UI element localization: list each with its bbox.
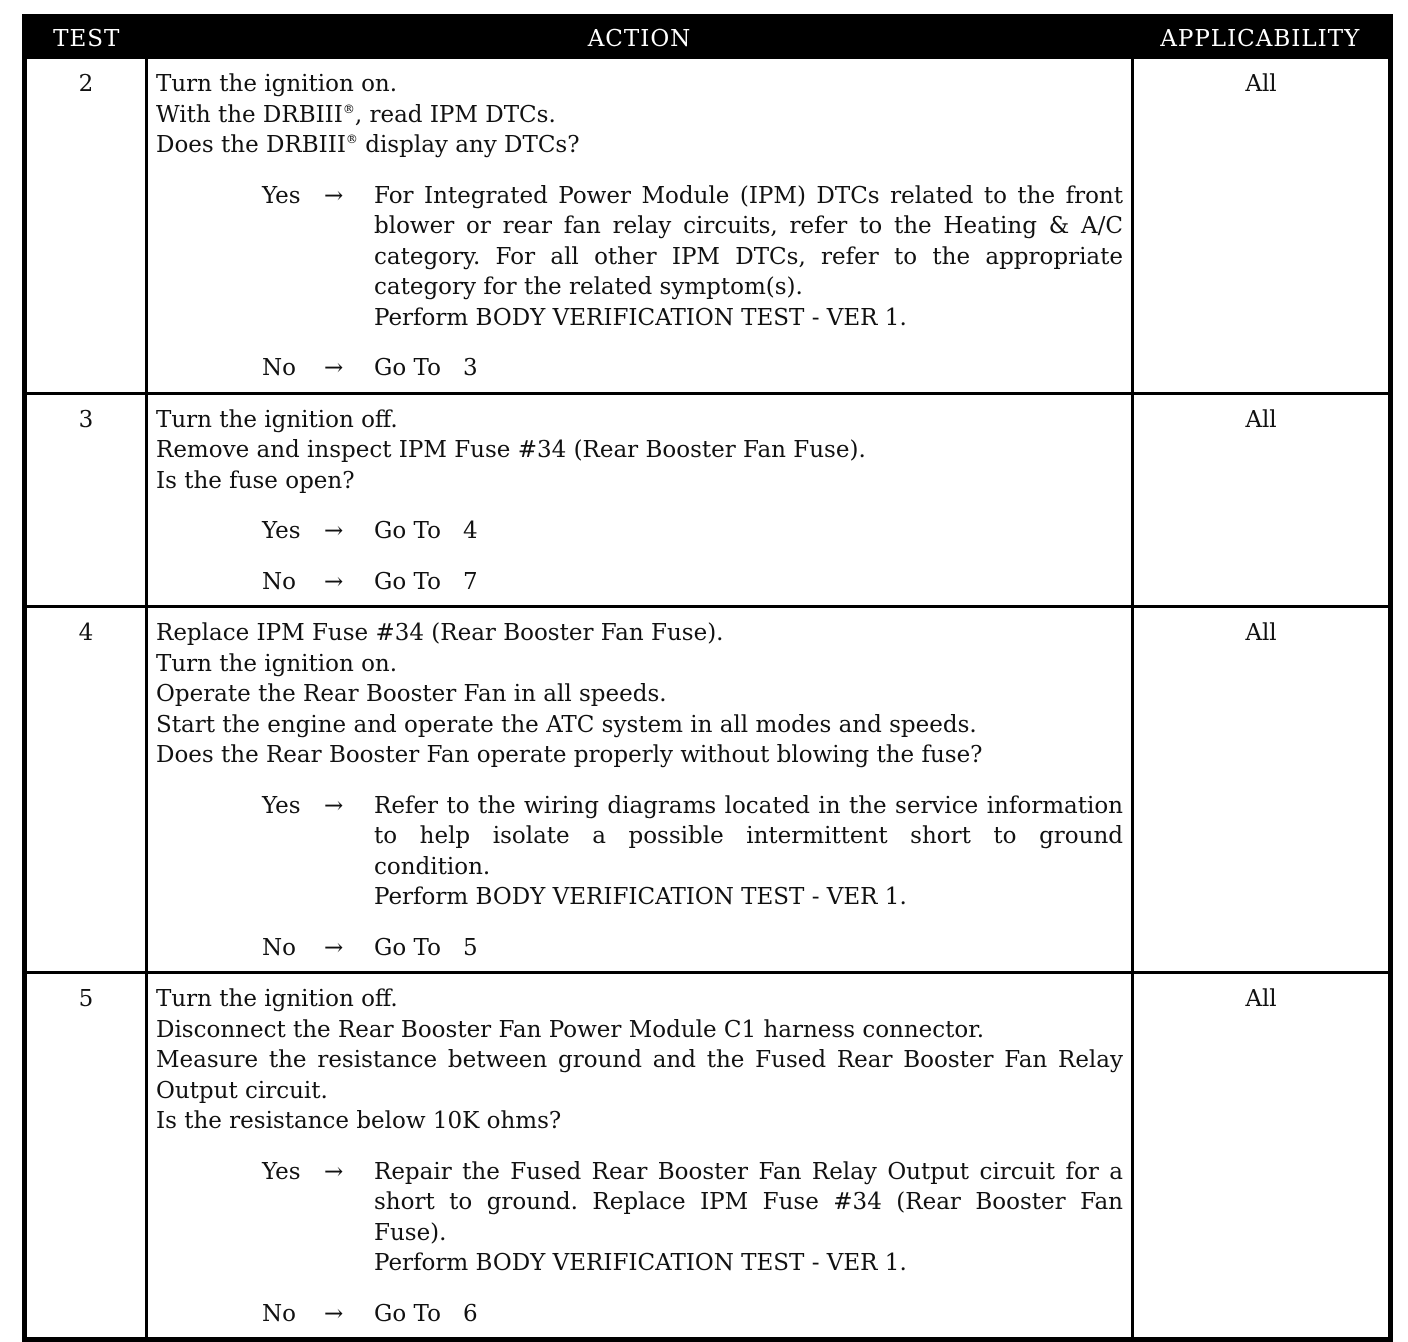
answer-block (156, 1157, 1123, 1330)
action-step: Measure the resistance between ground and the Fused Rear Booster Fan Relay Output circuit. (156, 1047, 1123, 1104)
goto-target: 6 (462, 1300, 478, 1327)
right-arrow-icon: → (324, 518, 344, 544)
header-action: ACTION (147, 17, 1133, 60)
action-step: Turn the ignition off. (156, 986, 398, 1012)
action-cell (147, 393, 1133, 607)
action-step: Does the DRBIII® display any DTCs? (156, 132, 580, 158)
yes-verification: Perform BODY VERIFICATION TEST - VER 1. (374, 1250, 907, 1276)
goto-label: Go To (374, 568, 441, 595)
applicability-value: All (1133, 973, 1391, 1340)
yes-label: Yes (262, 1158, 301, 1185)
no-goto (374, 933, 1123, 964)
applicability-value: All (1133, 607, 1391, 973)
right-arrow-icon: → (324, 792, 344, 819)
no-label: No (262, 355, 296, 381)
header-test: TEST (25, 17, 147, 60)
applicability-value: All (1133, 393, 1391, 607)
right-arrow-icon: → (324, 934, 344, 961)
action-step: Disconnect the Rear Booster Fan Power Module C1 harness connector. (156, 1016, 985, 1043)
test-number: 4 (25, 607, 147, 973)
no-goto (374, 353, 1123, 384)
action-step: Is the fuse open? (156, 467, 355, 494)
action-step: Turn the ignition off. (156, 406, 398, 433)
right-arrow-icon: → (324, 1158, 344, 1185)
test-number: 2 (25, 59, 147, 393)
yes-answer (262, 1157, 1123, 1279)
diagnostic-test-table (22, 14, 1393, 1342)
action-step: With the DRBIII®, read IPM DTCs. (156, 101, 556, 128)
action-step: Operate the Rear Booster Fan in all speeds. (156, 681, 667, 707)
no-label: No (262, 1300, 296, 1327)
yes-verification: Perform BODY VERIFICATION TEST - VER 1. (374, 304, 907, 331)
goto-label: Go To (374, 518, 441, 544)
yes-label: Yes (262, 792, 301, 819)
right-arrow-icon: → (324, 568, 344, 595)
table-row (25, 59, 1391, 393)
action-step: Remove and inspect IPM Fuse #34 (Rear Booster Fan Fuse). (156, 437, 866, 463)
no-label: No (262, 934, 296, 961)
diagnostic-test-table-page (22, 14, 1388, 1342)
yes-label: Yes (262, 518, 301, 544)
right-arrow-icon: → (324, 355, 344, 381)
goto-label: Go To (374, 355, 441, 381)
answer-block (156, 181, 1123, 384)
yes-answer (262, 791, 1123, 913)
action-step: Turn the ignition on. (156, 71, 398, 97)
yes-description: For Integrated Power Module (IPM) DTCs related to the front blower or rear fan relay circuits, refer to the Heating & A/C category. For all other IPM DTCs, refer to the appropriate category for the related symptom(s). (374, 182, 1123, 300)
no-answer (262, 933, 1123, 964)
yes-answer (262, 516, 1123, 547)
no-answer (262, 567, 1123, 598)
yes-text (374, 791, 1123, 913)
yes-description: Repair the Fused Rear Booster Fan Relay Output circuit for a short to ground. Replace IPM Fuse #34 (Rear Booster Fan Fuse). (374, 1158, 1123, 1246)
answer-block (156, 791, 1123, 964)
action-cell (147, 607, 1133, 973)
table-row (25, 607, 1391, 973)
yes-goto (374, 516, 1123, 547)
action-cell (147, 973, 1133, 1340)
action-step: Start the engine and operate the ATC system in all modes and speeds. (156, 711, 977, 738)
no-answer (262, 353, 1123, 384)
no-goto (374, 1299, 1123, 1330)
applicability-value: All (1133, 59, 1391, 393)
table-header-row (25, 17, 1391, 60)
right-arrow-icon: → (324, 1300, 344, 1327)
test-number: 5 (25, 973, 147, 1340)
goto-target: 3 (462, 355, 478, 381)
action-step: Is the resistance below 10K ohms? (156, 1108, 562, 1134)
yes-text (374, 181, 1123, 334)
yes-answer (262, 181, 1123, 334)
goto-target: 5 (462, 934, 478, 961)
action-step: Replace IPM Fuse #34 (Rear Booster Fan Fuse). (156, 620, 724, 646)
registered-mark: ® (345, 132, 358, 146)
action-step: Turn the ignition on. (156, 650, 398, 677)
test-number: 3 (25, 393, 147, 607)
answer-block (156, 516, 1123, 597)
goto-label: Go To (374, 934, 441, 961)
yes-description: Refer to the wiring diagrams located in the service information to help isolate a possible intermittent short to ground condition. (374, 792, 1123, 880)
no-answer (262, 1299, 1123, 1330)
header-applicability: APPLICABILITY (1133, 17, 1391, 60)
goto-target: 4 (462, 518, 478, 544)
yes-text (374, 1157, 1123, 1279)
table-row (25, 393, 1391, 607)
table-row (25, 973, 1391, 1340)
no-label: No (262, 568, 296, 595)
yes-verification: Perform BODY VERIFICATION TEST - VER 1. (374, 884, 907, 910)
registered-mark: ® (342, 101, 355, 116)
yes-label: Yes (262, 182, 301, 209)
goto-label: Go To (374, 1300, 441, 1327)
action-cell (147, 59, 1133, 393)
right-arrow-icon: → (324, 182, 344, 209)
goto-target: 7 (462, 568, 478, 595)
no-goto (374, 567, 1123, 598)
action-step: Does the Rear Booster Fan operate properly without blowing the fuse? (156, 742, 983, 768)
